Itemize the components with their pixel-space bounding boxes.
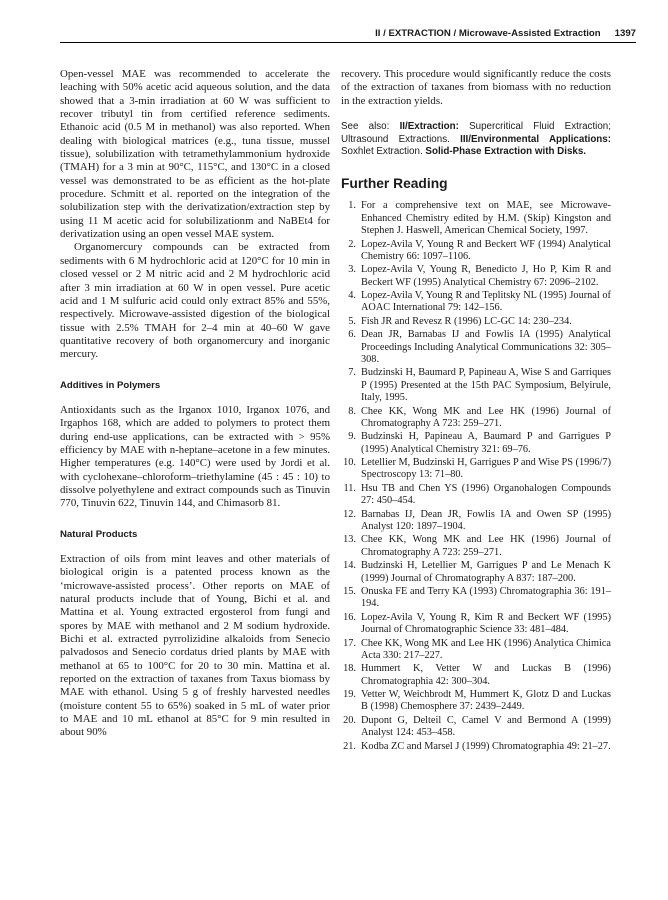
reference-number: 1. [348, 200, 356, 212]
reference-number: 5. [348, 315, 356, 327]
see-also-section-environmental[interactable]: III/Environmental Applications: [460, 133, 611, 145]
reference-number: 10. [343, 457, 356, 469]
reference-item [341, 509, 611, 534]
reference-text: Lopez-Avila V, Young R and Teplitsky NL (1995) Journal of AOAC International 79: 142–156. [361, 290, 611, 314]
header-rule [60, 42, 636, 43]
paragraph-organotin: Open-vessel MAE was recommended to accelerate the leaching with 50% acetic acid aqueous solution, and the data showed that a 3-min irradiation at 60 W was sufficient to recover tributyl tin from certified reference sediments. Ethanoic acid (0.5 M in methanol) was also reported. When dealing with biological matrices (e.g., tuna tissue, mussel tissue), solubilization with tetramethylammonium hydroxide (TMAH) for a 3 min at 90°C, 115°C, and 130°C in a closed vessel was demonstrated to be as efficient as the hot-plate procedure. Schmitt et al. reported on the integration of the solubilization step with the derivatization/extraction step by using 11 M acetic acid for solubilizationm and NaBEt4 for derivatization using an open vessel MAE system. [60, 68, 330, 241]
heading-additives-in-polymers: Additives in Polymers [60, 379, 161, 391]
reference-text: Vetter W, Weichbrodt M, Hummert K, Glotz D and Luckas B (1998) Chemosphere 37: 2439–2449. [361, 689, 611, 713]
left-column [60, 68, 330, 740]
reference-item [341, 367, 611, 404]
reference-number: 17. [343, 637, 356, 649]
reference-text: Fish JR and Revesz R (1996) LC-GC 14: 230–234. [361, 315, 572, 327]
reference-text: Letellier M, Budzinski H, Garrigues P and Wise PS (1996/7) Spectroscopy 13: 71–80. [361, 457, 611, 481]
reference-text: Chee KK, Wong MK and Lee HK (1996) Analytica Chimica Acta 330: 217–227. [361, 637, 611, 661]
reference-item [341, 741, 611, 753]
see-also-links-3[interactable]: Solid-Phase Extraction with Disks. [425, 146, 587, 158]
reference-number: 7. [348, 367, 356, 379]
reference-item [341, 264, 611, 289]
reference-text: Budzinski H, Papineau A, Baumard P and Garrigues P (1995) Analytical Chemistry 321: 69–76. [361, 431, 611, 455]
reference-item [341, 316, 611, 328]
right-column [341, 68, 611, 754]
reference-item [341, 483, 611, 508]
reference-item [341, 239, 611, 264]
reference-item [341, 457, 611, 482]
reference-text: Dupont G, Delteil C, Camel V and Bermond A (1999) Analyst 124: 453–458. [361, 714, 611, 739]
reference-list [341, 200, 611, 753]
reference-text: For a comprehensive text on MAE, see Microwave-Enhanced Chemistry edited by H.M. (Skip) Kingston and Stephen J. Haswell, American Chemical Society, 1997. [361, 200, 611, 237]
paragraph-additives: Antioxidants such as the Irganox 1010, Irganox 1076, and Irgaphos 168, which are added to polymers to protect them during end-use applications, can be extracted with > 95% efficiency by MAE with n-heptane–acetone in a few minutes. Higher temperatures (e.g. 140°C) were used by Jordi et al. with cyclohexane–chloroform–triethylamine (45 : 45 : 10) to dissolve polyethylene and extract compounds such as Tinuvin 770, Tinuvin 622, Tinuvin 144, and Chimasorb 81. [60, 403, 330, 510]
paragraph-natural-products: Extraction of oils from mint leaves and other materials of biological origin is a patented process known as the ‘microwave-assisted process’. Other reports on MAE of natural products include that of Young, Bichi et al. and Mattina et al. Young extracted ergosterol from fungi and spores by MAE with methanol and 2 M sodium hydroxide. Bichi et al. extracted pyrrolizidine alkaloids from Senecio palvadosos and Senecio cordatus dried plants by MAE with methanol at 65 to 100°C for 20 to 30 min. Mattina et al. reported on the extraction of taxanes from Taxus biomass by MAE with ethanol. Using 5 g of freshly harvested needles (moisture content 55 to 65%) soaked in 5 mL of water prior to MAE and 10 mL ethanol at 85°C for 9 min resulted in about 90% [60, 553, 330, 739]
reference-text: Hsu TB and Chen YS (1996) Organohalogen Compounds 27: 450–454. [361, 482, 611, 507]
see-also-links-1[interactable]: Supercritical Fluid Extraction; Ultrasound Extractions. [341, 121, 611, 145]
reference-text: Hummert K, Vetter W and Luckas B (1996) Chromatographia 42: 300–304. [361, 663, 611, 687]
reference-item [341, 200, 611, 237]
reference-item [341, 329, 611, 366]
page-number: 1397 [614, 28, 636, 39]
reference-item [341, 586, 611, 611]
reference-item [341, 663, 611, 688]
see-also-label: See also: [341, 121, 390, 133]
reference-text: Lopez-Avila V, Young R and Beckert WF (1994) Analytical Chemistry 66: 1097–1106. [361, 238, 611, 262]
see-also [341, 121, 611, 159]
reference-number: 3. [348, 264, 356, 276]
reference-number: 13. [343, 534, 356, 546]
running-title: II / EXTRACTION / Microwave-Assisted Extraction [375, 28, 601, 39]
reference-number: 6. [348, 329, 356, 341]
reference-text: Barnabas IJ, Dean JR, Fowlis IA and Owen SP (1995) Analyst 120: 1897–1904. [361, 508, 611, 532]
reference-item [341, 534, 611, 559]
see-also-links-2[interactable]: Soxhlet Extraction. [341, 146, 423, 158]
reference-number: 18. [343, 663, 356, 675]
reference-item [341, 612, 611, 637]
reference-text: Chee KK, Wong MK and Lee HK (1996) Journal of Chromatography A 723: 259–271. [361, 405, 611, 429]
reference-item [341, 638, 611, 663]
reference-item [341, 715, 611, 740]
reference-text: Budzinski H, Letellier M, Garrigues P and Le Menach K (1999) Journal of Chromatography A 837: 187–200. [361, 560, 611, 584]
running-header [375, 28, 636, 39]
reference-number: 12. [343, 508, 356, 520]
reference-text: Lopez-Avila V, Young R, Kim R and Beckert WF (1995) Journal of Chromatographic Science 33: 481–484. [361, 611, 611, 636]
reference-number: 11. [343, 482, 356, 494]
reference-number: 15. [343, 586, 356, 598]
reference-number: 2. [348, 238, 356, 250]
reference-item [341, 290, 611, 315]
reference-number: 21. [343, 740, 356, 752]
see-also-section-extraction[interactable]: II/Extraction: [399, 121, 459, 133]
reference-text: Lopez-Avila V, Young R, Benedicto J, Ho P, Kim R and Beckert WF (1995) Analytical Chemistry 67: 2096–2102. [361, 264, 611, 288]
reference-item [341, 406, 611, 431]
reference-number: 19. [343, 689, 356, 701]
reference-number: 16. [343, 611, 356, 623]
reference-number: 9. [348, 431, 356, 443]
reference-text: Kodba ZC and Marsel J (1999) Chromatographia 49: 21–27. [361, 740, 611, 752]
heading-natural-products: Natural Products [60, 528, 138, 540]
reference-text: Budzinski H, Baumard P, Papineau A, Wise S and Garriques P (1995) Presented at the 15th PAC Symposium, Belyirule, Italy, 1995. [361, 367, 611, 404]
reference-text: Onuska FE and Terry KA (1993) Chromatographia 36: 191–194. [361, 586, 611, 610]
reference-number: 8. [348, 405, 356, 417]
reference-number: 14. [343, 560, 356, 572]
reference-number: 20. [343, 714, 356, 726]
reference-item [341, 560, 611, 585]
reference-text: Dean JR, Barnabas IJ and Fowlis IA (1995) Analytical Proceedings Including Analytical Communications 32: 305–308. [361, 329, 611, 365]
reference-item [341, 689, 611, 714]
paragraph-organomercury: Organomercury compounds can be extracted from sediments with 6 M hydrochloric acid at 120°C for 10 min in closed vessel or 2 M nitric acid and 2 M hydrochloric acid after 3 min irradiation at 60 W in open vessel. Pure acetic acid and 1 M sulfuric acid could only extract 85% and 55%, respectively. Microwave-assisted digestion of the biological tissue with 2.5% TMAH for 2–4 min at 40–60 W gave quantitative recovery of both organomercury and inorganic mercury. [60, 241, 330, 361]
reference-item [341, 431, 611, 456]
further-reading-heading: Further Reading [341, 176, 448, 192]
reference-number: 4. [348, 290, 356, 302]
paragraph-continued: recovery. This procedure would significantly reduce the costs of the extraction of taxanes from biomass with no reduction in the extraction yields. [341, 68, 611, 107]
reference-text: Chee KK, Wong MK and Lee HK (1996) Journal of Chromatography A 723: 259–271. [361, 534, 611, 558]
